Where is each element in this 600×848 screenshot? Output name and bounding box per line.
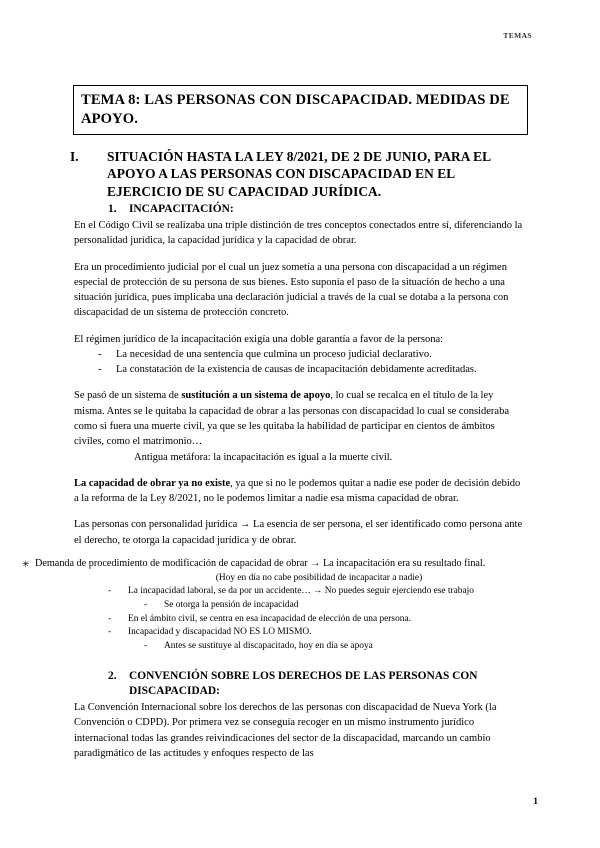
section-title-i: SITUACIÓN HASTA LA LEY 8/2021, DE 2 DE JUNIO, PARA EL APOYO A LAS PERSONAS CON DISCAPACIDAD EN EL EJERCICIO DE SU CAPACIDAD JURÍDICA. bbox=[107, 149, 491, 199]
document-body bbox=[22, 148, 578, 761]
list-item-label: Se otorga la pensión de incapacidad bbox=[164, 599, 299, 610]
subsection-heading-1 bbox=[108, 202, 528, 217]
paragraph-personalidad-juridica: Las personas con personalidad jurídica → La esencia de ser persona, el ser identificado como persona ante el derecho, te otorga la capacidad jurídica y de obrar. bbox=[74, 519, 523, 546]
bullet-dash-icon: - bbox=[108, 613, 112, 624]
bullet-dash-icon: - bbox=[144, 599, 148, 610]
list-item bbox=[108, 626, 528, 640]
list-item-label: La necesidad de una sentencia que culmina un proceso judicial declarativo. bbox=[116, 348, 432, 360]
asterisk-note-label: Demanda de procedimiento de modificación de capacidad de obrar → La incapacitación era su resultado final. bbox=[35, 557, 486, 569]
text-run-bold: sustitución a un sistema de apoyo bbox=[181, 390, 331, 402]
paragraph-codigo-civil: En el Código Civil se realizaba una triple distinción de tres conceptos conectados entre sí, diferenciando la personalidad jurídica, la capacidad jurídica y la capacidad de obrar. bbox=[74, 220, 523, 247]
list-item-label: La incapacidad laboral, se da por un accidente… → No puedes seguir ejerciendo ese trabajo bbox=[128, 586, 474, 597]
bullet-dash-icon: - bbox=[98, 364, 102, 376]
subsection-title-2: CONVENCIÓN SOBRE LOS DERECHOS DE LAS PERSONAS CON DISCAPACIDAD: bbox=[129, 670, 478, 698]
bullet-dash-icon: - bbox=[144, 640, 148, 651]
asterisk-icon: ✳ bbox=[22, 558, 30, 569]
subsection-title-1: INCAPACITACIÓN: bbox=[129, 203, 234, 216]
list-item bbox=[144, 599, 528, 613]
text-run-post: , lo cual se recalca en el título de la ley misma. Antes se le quitaba la capacidad de obrar a las personas con discapacidad lo cual se consideraba como si fuera una muerte civil, ya que se les quitaba la habilidad de participar en cientos de ámbitos civiles, como el matrimonio… bbox=[74, 390, 509, 448]
bullet-dash-icon: - bbox=[98, 348, 102, 360]
list-item bbox=[98, 362, 526, 377]
paragraph-sistema-apoyo bbox=[74, 388, 526, 449]
list-item bbox=[144, 640, 528, 654]
list-item bbox=[108, 613, 528, 627]
centered-note: (Hoy en día no cabe posibilidad de incapacitar a nadie) bbox=[215, 572, 423, 583]
text-run-pre: Se pasó de un sistema de bbox=[74, 390, 182, 402]
subsection-heading-2 bbox=[108, 669, 528, 699]
list-item bbox=[108, 585, 528, 599]
list-item-label: Incapacidad y discapacidad NO ES LO MISMO. bbox=[128, 627, 312, 638]
subsection-marker-1: 1. bbox=[108, 203, 117, 216]
bullet-dash-icon: - bbox=[108, 586, 112, 597]
list-item bbox=[98, 347, 526, 362]
asterisk-note bbox=[22, 557, 578, 572]
page-number: 1 bbox=[533, 797, 538, 807]
document-title: TEMA 8: LAS PERSONAS CON DISCAPACIDAD. MEDIDAS DE APOYO. bbox=[81, 92, 510, 127]
paragraph-regimen-juridico: El régimen jurídico de la incapacitación exigía una doble garantía a favor de la persona: bbox=[74, 333, 444, 345]
section-marker-i: I. bbox=[70, 149, 79, 164]
running-header: TEMAS bbox=[503, 31, 532, 40]
text-run-post: , ya que si no le podemos quitar a nadie ese poder de decisión debido a la reforma de la Ley 8/2021, no le podemos limitar a nadie esa misma capacidad de obrar. bbox=[74, 477, 521, 505]
list-item-label: En el ámbito civil, se centra en esa incapacidad de elección de una persona. bbox=[128, 613, 411, 624]
list-item-label: Antes se sustituye al discapacitado, hoy en día se apoya bbox=[164, 640, 373, 651]
section-heading-i bbox=[70, 148, 518, 200]
subsection-marker-2: 2. bbox=[108, 670, 117, 683]
paragraph-capacidad-no-existe bbox=[74, 476, 526, 507]
bullet-dash-icon: - bbox=[108, 627, 112, 638]
paragraph-convencion: La Convención Internacional sobre los derechos de las personas con discapacidad de Nueva York (la Convención o CDPD). Por primera vez se conseguía recoger en un mismo instrumento jurídico internacional todas las grandes reivindicaciones del sector de la discapacidad, marcando un cambio paradigmático de las actitudes y enfoques respecto de las bbox=[74, 702, 497, 759]
paragraph-antigua-metafora: Antigua metáfora: la incapacitación es igual a la muerte civil. bbox=[134, 451, 393, 463]
text-run-bold: La capacidad de obrar ya no existe bbox=[74, 477, 231, 489]
list-item-label: La constatación de la existencia de causas de incapacitación debidamente acreditadas. bbox=[116, 364, 477, 376]
paragraph-procedimiento-judicial: Era un procedimiento judicial por el cual un juez sometía a una persona con discapacidad a un régimen especial de protección de su persona de sus bienes. Esto suponía el paso de la situación de hecho a una situación jurídica, pues implicaba una declaración judicial a través de la cual se dotaba a la persona con discapacidad de un sistema de protección concreto. bbox=[74, 261, 509, 319]
document-title-box bbox=[73, 85, 528, 135]
